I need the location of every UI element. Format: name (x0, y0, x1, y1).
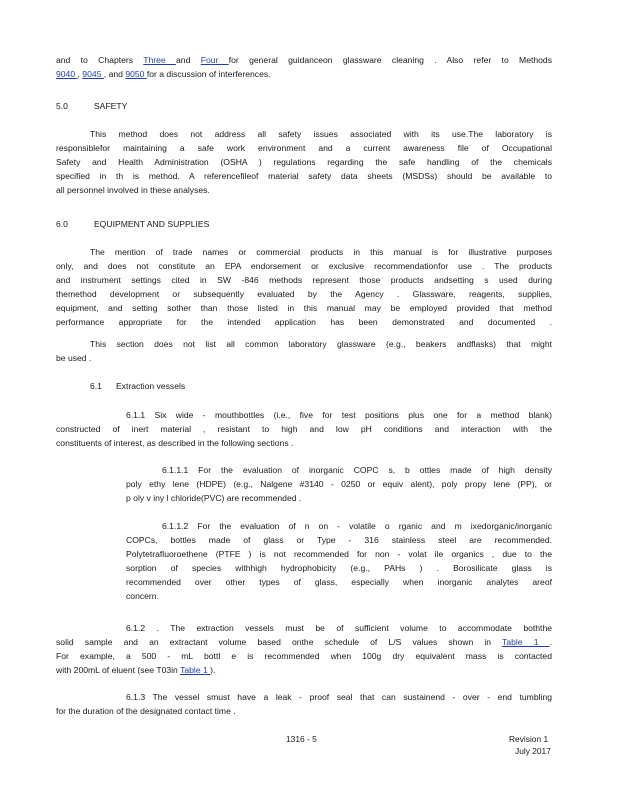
safety-line: all personnel involved in these analyses. (56, 185, 210, 195)
safety-line: Safety and Health Administration (OSHA ) regulations regarding the safe handling of the chemicals (56, 157, 552, 167)
paragraph-6-1-2-line: 6.1.2 . The extraction vessels must be of sufficient volume to accommodate boththe (126, 623, 552, 633)
intro-line-1: and to Chapters Three and Four for general guidanceon glassware cleaning . Also refer to Methods (56, 55, 553, 65)
equipment-line: only, and does not constitute an EPA endorsement or exclusive recommendationfor use . The products (56, 261, 552, 271)
paragraph-6-1-1-line: 6.1.1 Six wide - mouthbottles (i.e., five for test positions plus one for a method blank) (126, 410, 552, 420)
paragraph-6-1-2-line: For example, a 500 - mL bottl e is recommended when 100g dry equivalent mass is contacted (56, 651, 552, 661)
safety-line: specified in th is method. A referencefileof material safety data sheets (MSDSs) should be available to (56, 171, 552, 181)
paragraph-6-1-1-line: constructed of inert material , resistant to high and low pH conditions and interaction with the (56, 424, 552, 434)
paragraph-6-1-1-2-line: sorption of species withhigh hydrophobicity (e.g., PAHs ) . Borosilicate glass is (126, 563, 552, 573)
paragraph-6-1-1-2-line: concern. (126, 591, 159, 601)
equipment-line: and instrument settings cited in SW -846 methods represent those products andsetting s used during (56, 275, 552, 285)
section-number: 5.0 (56, 101, 68, 111)
link-table-1[interactable]: Table 1 (180, 665, 211, 675)
link-method-9045[interactable]: 9045 (82, 69, 104, 79)
link-method-9040[interactable]: 9040 (56, 69, 78, 79)
revision-date: July 2017 (515, 746, 551, 756)
paragraph-6-1-1-2-line: 6.1.1.2 For the evaluation of n on - volatile o rganic and m ixedorganic/inorganic (162, 521, 552, 531)
paragraph-6-1-1-1-line: poly ethy lene (HDPE) (e.g., Nalgene #3140 - 0250 or equiv alent), poly propy lene (PP), or (126, 479, 552, 489)
paragraph-6-1-3-line: 6.1.3 The vessel smust have a leak - proof seal that can sustainend - over - end tumbling (126, 692, 552, 702)
intro-line-2: 9040 , 9045 , and 9050 for a discussion of interferences. (56, 69, 271, 79)
revision-label: Revision 1 (509, 734, 549, 744)
subsection-heading-extraction-vessels (90, 381, 185, 392)
paragraph-6-1-2-line: with 200mL of eluent (see T03in Table 1 ). (56, 665, 216, 675)
paragraph-6-1-1-1-line: p oly v iny l chloride(PVC) are recommended . (126, 493, 302, 503)
section-number: 6.0 (56, 219, 68, 229)
equipment-line: equipment, and setting sother than those listed in this manual may be employed provided that method (56, 303, 552, 313)
safety-line: responsiblefor maintaining a safe work environment and a current awareness file of Occupational (56, 143, 552, 153)
paragraph-6-1-1-2-line: recommended over other types of glass, especially when inorganic analytes areof (126, 577, 552, 587)
section-title: SAFETY (93, 101, 128, 111)
safety-line: This method does not address all safety issues associated with its use.The laboratory is (90, 129, 552, 139)
section-title: EQUIPMENT AND SUPPLIES (93, 219, 210, 229)
subsection-title: Extraction vessels (115, 381, 186, 391)
page-number: 1316 - 5 (286, 734, 317, 744)
link-chapter-four[interactable]: Four (200, 55, 229, 65)
equipment-line: themethod development or subsequently evaluated by the Agency . Glassware, reagents, supplies, (56, 289, 552, 299)
paragraph-6-1-1-2-line: Polytetrafluoroethene (PTFE ) is not recommended for non - volat ile organics , due to the (126, 549, 552, 559)
paragraph-6-1-1-2-line: COPCs, bottles made of glass or Type - 316 stainless steel are recommended. (126, 535, 552, 545)
link-method-9050[interactable]: 9050 (125, 69, 147, 79)
equipment-line: The mention of trade names or commercial products in this manual is for illustrative purposes (90, 247, 552, 257)
section-heading-safety (56, 101, 127, 112)
equipment-line: be used . (56, 353, 92, 363)
equipment-line: performance appropriate for the intended application has been demonstrated and documented . (56, 317, 552, 327)
paragraph-6-1-3-line: for the duration of the designated contact time . (56, 706, 236, 716)
link-chapter-three[interactable]: Three (143, 55, 177, 65)
paragraph-6-1-2-line: solid sample and an extractant volume based onthe schedule of L/S values shown in Table 1 . (56, 637, 552, 647)
section-heading-equipment (56, 219, 209, 230)
paragraph-6-1-1-1-line: 6.1.1.1 For the evaluation of inorganic COPC s, b ottles made of high density (162, 465, 552, 475)
subsection-number: 6.1 (90, 381, 102, 391)
link-table-1[interactable]: Table 1 (502, 637, 550, 647)
paragraph-6-1-1-line: constituents of interest, as described in the following sections . (56, 438, 294, 448)
equipment-line: This section does not list all common laboratory glassware (e.g., beakers andflasks) that might (90, 339, 552, 349)
